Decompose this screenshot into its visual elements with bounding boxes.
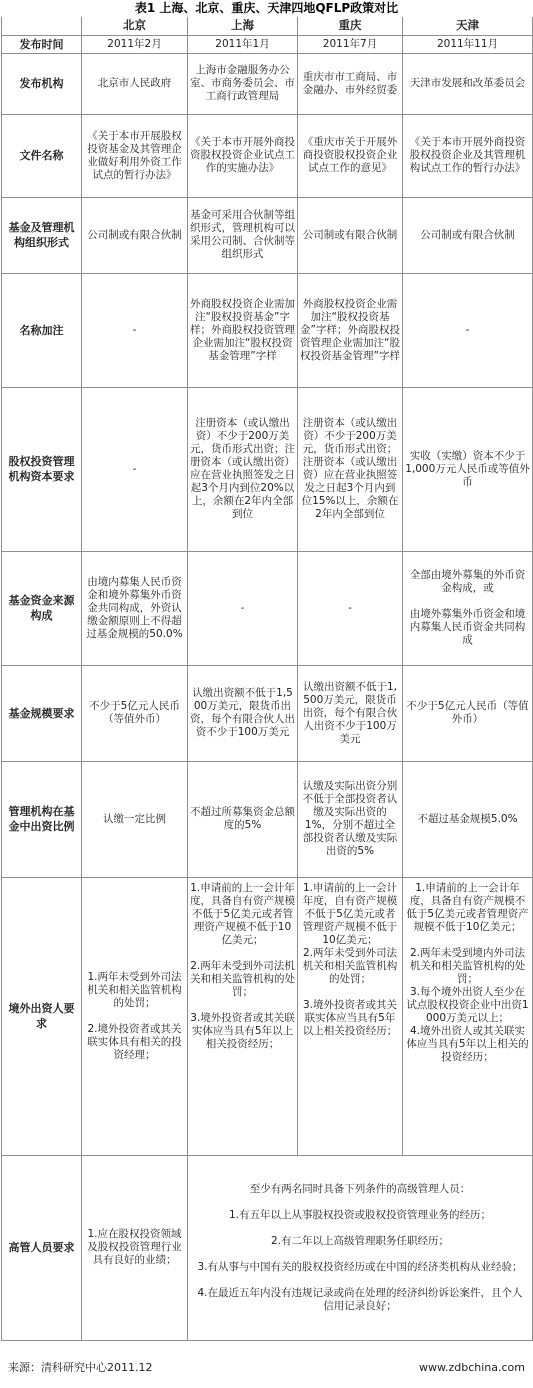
requirement-item: 3.境外投资者或其关联实体应当具有5年以上相关投资经历； [302,998,398,1037]
row-release-time [2,35,533,53]
row-label: 管理机构在基金中出资比例 [2,761,82,877]
requirement-item: 2.境外投资者或其关联实体具有相关的投资经理； [87,1022,182,1061]
requirement-item: 2.两年未受到境内外司法机关和相关监管机构的处罚； [409,946,526,985]
row-label: 股权投资管理机构资本要求 [2,387,82,551]
cell-tianjin [403,551,533,665]
row-label: 名称加注 [2,273,82,387]
executive-intro: 至少有两名同时具备下列条件的高级管理人员： [249,1182,471,1195]
cell-shanghai: - [188,551,298,665]
cell-chongqing: 公司制或有限合伙制 [298,197,403,273]
row-manager-ratio [2,761,533,877]
executive-condition: 1.有五年以上从事股权投资或股权投资管理业务的经历； [228,1208,492,1221]
row-naming [2,273,533,387]
cell-shanghai: 不超过所募集资金总额度的5% [188,761,298,877]
cell-beijing: 不少于5亿元人民币（等值外币） [82,665,188,761]
requirement-item: 2.两年未受到外司法机关和相关监管机构的处罚； [302,946,398,985]
cell-beijing: 认缴一定比例 [82,761,188,877]
cell-beijing: - [82,273,188,387]
fund-source-option-1: 全部由境外募集的外币资金构成，或 [409,569,526,594]
cell-beijing: - [82,387,188,551]
website-watermark: www.zdbchina.com [419,1361,525,1374]
row-label: 境外出资人要求 [2,877,82,1155]
requirement-item: 4.境外出资人或其关联实体应当具有5年以上相关的投资经历； [406,1024,529,1063]
cell-beijing [82,877,188,1155]
cell-merged-shanghai-chongqing-tianjin [188,1155,533,1340]
city-chongqing: 重庆 [298,17,403,35]
executive-condition: 2.有二年以上高级管理职务任职经历； [270,1234,450,1247]
cell-chongqing: 认缴出资额不低于1,500万美元，限货币出资，每个有限合伙人出资不少于100万美元 [298,665,403,761]
row-label: 基金及管理机构组织形式 [2,197,82,273]
requirement-item: 1.申请前的上一会计年度，具备自有资产规模不低于5亿美元或者管理资产规模不低于10亿美元； [190,881,295,946]
requirement-item: 2.两年未受到外司法机关和相关监管机构的处罚； [190,959,295,998]
cell-tianjin: - [403,273,533,387]
row-label: 文件名称 [2,114,82,197]
cell-tianjin: 实收（实缴）资本不少于1,000万元人民币或等值外币 [403,387,533,551]
cell-beijing: 《关于本市开展股权投资基金及其管理企业做好利用外资工作试点的暂行办法》 [82,114,188,197]
source-note: 来源：清科研究中心2011.12 [8,1361,153,1374]
city-beijing: 北京 [82,17,188,35]
cell-chongqing: 2011年7月 [298,35,403,53]
row-label: 发布机构 [2,53,82,114]
row-capital-requirement [2,387,533,551]
cell-chongqing: 外商股权投资企业需加注“股权投资基金”字样；外商股权投资管理企业需加注“股权投资基金管理”字样 [298,273,403,387]
policy-comparison-table [1,17,533,1341]
cell-chongqing: 《重庆市关于开展外商投资股权投资企业试点工作的意见》 [298,114,403,197]
row-label: 基金规模要求 [2,665,82,761]
cell-chongqing [298,877,403,1155]
cell-shanghai: 认缴出资额不低于1,500万美元，限货币出资，每个有限合伙人出资不少于100万美元 [188,665,298,761]
cell-tianjin: 天津市发展和改革委员会 [403,53,533,114]
cell-shanghai: 基金可采用合伙制等组织形式，管理机构可以采用公司制、合伙制等组织形式 [188,197,298,273]
requirement-item: 1.申请前的上一会计年度，具备自有资产规模不低于5亿美元或者管理资产规模不低于10亿美元； [406,881,529,933]
cell-chongqing: - [298,551,403,665]
cell-beijing: 由境内募集人民币资金和境外募集外币资金共同构成，外资认缴金额原则上不得超过基金规模的50.0% [82,551,188,665]
cell-tianjin: 不少于5亿元人民币（等值外币） [403,665,533,761]
row-label: 高管人员要求 [2,1155,82,1340]
row-label: 发布时间 [2,35,82,53]
executive-condition: 4.在最近五年内没有违规记录或尚在处理的经济纠纷诉讼案件，且个人信用记录良好； [197,1286,523,1312]
cell-chongqing: 认缴及实际出资分别不低于全部投资者认缴及实际出资的1%，分别不超过全部投资者认缴及实际出资的5% [298,761,403,877]
city-header-row [2,17,533,35]
fund-source-option-2: 由境外募集外币资金和境内募集人民币资金共同构成 [409,608,526,646]
corner-cell [2,17,82,35]
cell-beijing: 北京市人民政府 [82,53,188,114]
row-fund-source [2,551,533,665]
cell-beijing: 1.应在股权投资领域及股权投资管理行业具有良好的业绩； [82,1155,188,1340]
cell-shanghai: 外商股权投资企业需加注“股权投资基金”字样；外商股权投资管理企业需加注“股权投资基金管理”字样 [188,273,298,387]
requirement-item: 3.境外投资者或其关联实体应当具有5年以上相关投资经历； [190,1011,295,1050]
city-shanghai: 上海 [188,17,298,35]
cell-tianjin: 《关于本市开展外商投资股权投资企业及其管理机构试点工作的暂行办法》 [403,114,533,197]
row-fund-scale [2,665,533,761]
requirement-item: 1.两年未受到外司法机关和相关监管机构的处罚； [87,970,182,1009]
table-title: 表1 上海、北京、重庆、天津四地QFLP政策对比 [134,1,399,15]
row-document-name [2,114,533,197]
city-tianjin: 天津 [403,17,533,35]
cell-tianjin: 不超过基金规模5.0% [403,761,533,877]
row-org-form [2,197,533,273]
cell-shanghai: 2011年1月 [188,35,298,53]
requirement-item: 3.每个境外出资人至少在试点股权投资企业中出资1000万美元以上； [406,985,529,1024]
row-investor-requirement [2,877,533,1155]
row-executive-requirement [2,1155,533,1340]
executive-condition: 3.有从事与中国有关的股权投资经历或在中国的经济类机构从业经验； [197,1260,523,1273]
cell-shanghai: 《关于本市开展外商投资股权投资企业试点工作的实施办法》 [188,114,298,197]
row-issuer [2,53,533,114]
requirement-item: 1.申请前的上一会计年度，自有资产规模不低于5亿美元或者管理资产规模不低于10亿美元； [302,881,398,946]
cell-beijing: 公司制或有限合伙制 [82,197,188,273]
cell-chongqing: 重庆市市工商局、市金融办、市外经贸委 [298,53,403,114]
cell-beijing: 2011年2月 [82,35,188,53]
row-label: 基金资金来源构成 [2,551,82,665]
cell-tianjin [403,877,533,1155]
cell-tianjin: 公司制或有限合伙制 [403,197,533,273]
cell-shanghai: 上海市金融服务办公室、市商务委员会、市工商行政管理局 [188,53,298,114]
cell-chongqing: 注册资本（或认缴出资）不少于200万美元，货币形式出资；注册资本（或认缴出资）应在营业执照签发之日起3个月内到位15%以上，余额在2年内全部到位 [298,387,403,551]
cell-shanghai [188,877,298,1155]
cell-tianjin: 2011年11月 [403,35,533,53]
cell-shanghai: 注册资本（或认缴出资）不少于200万美元，货币形式出资；注册资本（或认缴出资）应在营业执照签发之日起3个月内到位20%以上，余额在2年内全部到位 [188,387,298,551]
